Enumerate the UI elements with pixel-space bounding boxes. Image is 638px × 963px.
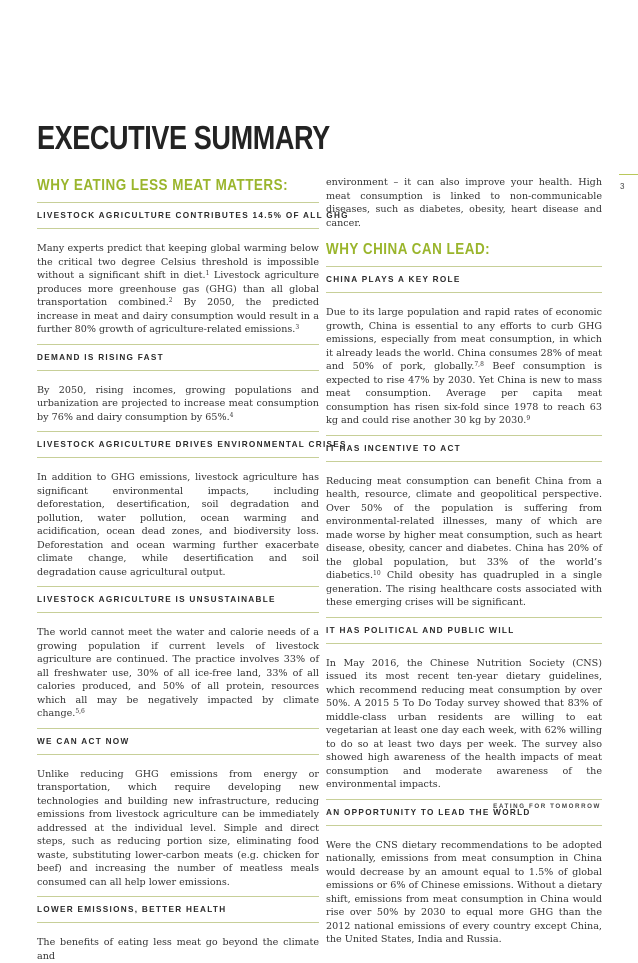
paragraph-act-now: Unlike reducing GHG emissions from energy or transportation, which require developing new technologies and building new infrastructure, reducing emissions from livestock agriculture can be immediately addressed at the individual level. Simple and direct steps, such as reducing portion size, eliminating food waste, substituting lower-carbon meats (e.g. chicken for beef) and increasing the number of meatless meals consumed can all help lower emissions. (37, 768, 319, 888)
footnote-ref: 3 (295, 324, 300, 331)
subhead-key-role: CHINA PLAYS A KEY ROLE (326, 274, 602, 293)
subhead-unsustainable: LIVESTOCK AGRICULTURE IS UNSUSTAINABLE (37, 594, 319, 613)
footnote-ref: 5,6 (75, 708, 85, 715)
subhead-incentive: IT HAS INCENTIVE TO ACT (326, 443, 602, 462)
paragraph-unsustainable: The world cannot meet the water and calorie needs of a growing population if current levels of livestock agriculture are continued. The practice involves 33% of all freshwater use, 30% of all ice-free land, 33% of all calories produced, and 50% of all protein, resources which all may be negatively impacted by climate change.$^{5,6}$ (37, 627, 319, 719)
subhead-opportunity: AN OPPORTUNITY TO LEAD THE WORLD (326, 807, 602, 826)
right-column (326, 176, 602, 947)
paragraph-key-role: Due to its large population and rapid rates of economic growth, China is essential to any efforts to curb GHG emissions, especially from meat consumption, in which it already leads the world. China consumes 28% of meat and 50% of pork, globally.$^{7,8}$ Beef consumption is expected to rise 47% by 2030. Yet China is new to mass meat consumption. Average per capita meat consumption has risen six-fold since 1978 to reach 63 kg and could rise another 30 kg by 2030.$^9$ (326, 307, 602, 426)
paragraph-better-health: The benefits of eating less meat go beyond the climate and (37, 937, 319, 962)
subhead-demand-rising: DEMAND IS RISING FAST (37, 352, 319, 371)
paragraph-incentive: Reducing meat consumption can benefit China from a health, resource, climate and geopolitical perspective. Over 50% of the population is suffering from environmental-related illnesses, many of which are made worse by higher meat consumption, such as heart disease, obesity, cancer and diabetes. China has 20% of the global population, but 33% of the world’s diabetics.$^{10}$ Child obesity has quadrupled in a single generation. The rising healthcare costs associated with these emerging crises will be significant. (326, 475, 602, 608)
paragraph-health-continued: environment – it can also improve your health. High meat consumption is linked to non-communicable diseases, such as diabetes, obesity, heart disease and cancer. (326, 177, 602, 229)
footnote-ref: 9 (526, 415, 531, 422)
subhead-better-health: LOWER EMISSIONS, BETTER HEALTH (37, 904, 319, 923)
footer-publication-name: EATING FOR TOMORROW (493, 803, 601, 810)
paragraph-environmental-crises: In addition to GHG emissions, livestock agriculture has significant environmental impacts, including deforestation, desertification, soil degradation and pollution, water pollution, ocean warming and acidification, ocean dead zones, and biodiversity loss. Deforestation and ocean warming further exacerbate climate change, while desertification and soil degradation cause agricultural output. (37, 472, 319, 578)
subhead-act-now: WE CAN ACT NOW (37, 736, 319, 755)
footnote-ref: 1 (205, 270, 210, 277)
footnote-ref: 10 (373, 570, 381, 577)
footnote-ref: 2 (168, 297, 173, 304)
paragraph-demand-rising: By 2050, rising incomes, growing populations and urbanization are projected to increase meat consumption by 76% and dairy consumption by 65%.$^4$ (37, 384, 319, 423)
subhead-political-will: IT HAS POLITICAL AND PUBLIC WILL (326, 625, 602, 644)
page-number-rule (619, 174, 638, 175)
footnote-ref: 4 (229, 411, 234, 419)
page-number: 3 (620, 182, 625, 191)
paragraph-ghg-share: Many experts predict that keeping global warming below the critical two degree Celsius threshold is impossible without a significant shift in diet.$^1$ Livestock agriculture produces more greenhouse gas (GHG) than all global transportation combined.$^2$ By 2050, the predicted increase in meat and dairy consumption would result in a further 80% growth of agriculture-related emissions.$^3$ (37, 243, 319, 335)
paragraph-political-will: In May 2016, the Chinese Nutrition Society (CNS) issued its most recent ten-year dietary guidelines, which recommend reducing meat consumption by over 50%. A 2015 5 To Do Today survey showed that 83% of middle-class urban residents are willing to eat vegetarian at least one day each week, with 62% willing to do so at least two days per week. The survey also showed high awareness of the health impacts of meat consumption and moderate awareness of the environmental impacts. (326, 657, 602, 790)
page-title: EXECUTIVE SUMMARY (37, 119, 330, 156)
subhead-environmental-crises: LIVESTOCK AGRICULTURE DRIVES ENVIRONMENTAL CRISES (37, 439, 319, 458)
subhead-ghg-share: LIVESTOCK AGRICULTURE CONTRIBUTES 14.5% OF ALL GHG (37, 210, 319, 229)
section-heading-why-china-can-lead: WHY CHINA CAN LEAD: (326, 241, 491, 258)
footnote-ref: 7,8 (474, 361, 484, 368)
paragraph-opportunity: Were the CNS dietary recommendations to be adopted nationally, emissions from meat consumption in China would decrease by an amount equal to 1.5% of global emissions or 6% of Chinese emissions. Without a dietary shift, emissions from meat consumption in China would rise over 50% by 2030 to equal more GHG than the 2012 national emissions of every country except China, the United States, India and Russia. (326, 839, 602, 945)
section-heading-why-eating-less-meat: WHY EATING LESS MEAT MATTERS: (37, 177, 289, 194)
left-column (37, 176, 349, 963)
